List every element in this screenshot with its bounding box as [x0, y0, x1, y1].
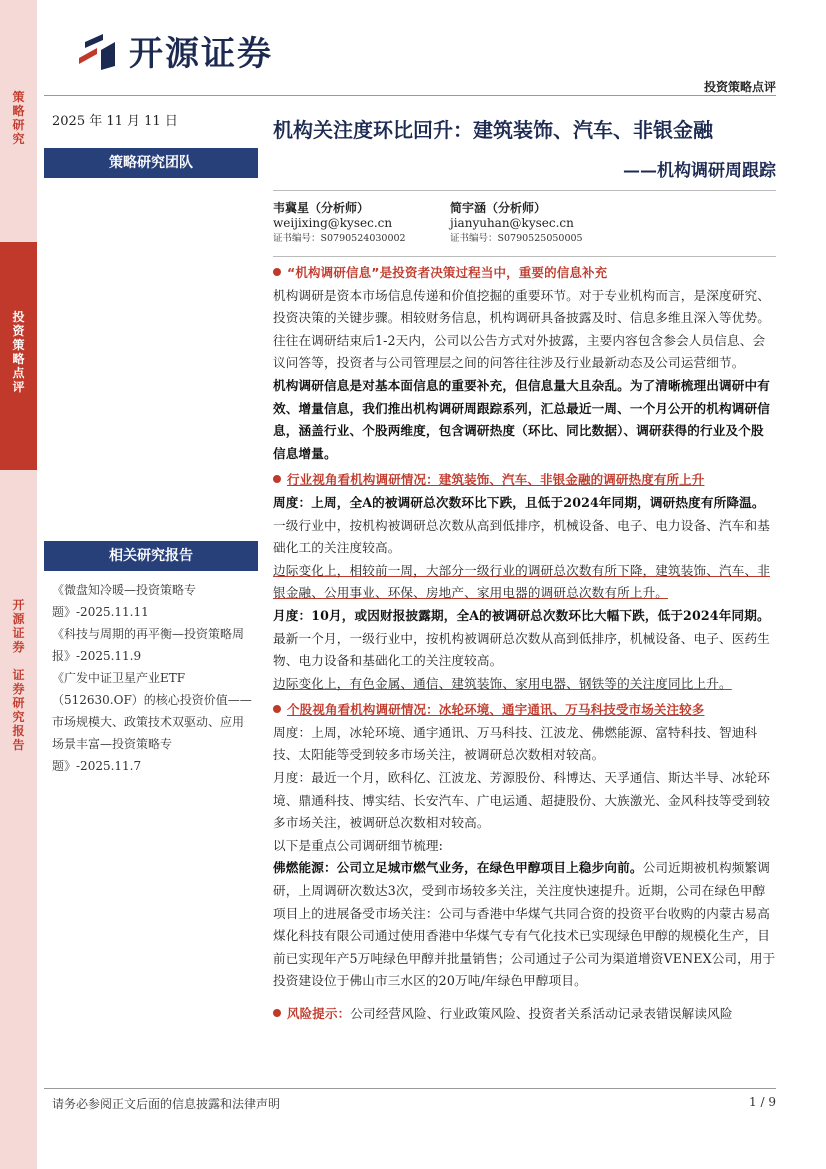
- analyst-1: [273, 201, 406, 246]
- analyst-name: 韦冀星（分析师）: [273, 201, 370, 215]
- sidebar-label-top: 策 略 研 究: [12, 90, 25, 146]
- paragraph: 月度：最近一个月，欧科亿、江波龙、芳源股份、科博达、天孚通信、斯达半导、冰轮环境、鼎通科技、博实结、长安汽车、广电运通、超捷股份、大族激光、金风科技等受到较多市场关注，被调研总次数相对较高。: [273, 770, 771, 831]
- related-reports-label: 相关研究报告: [44, 541, 258, 571]
- paragraph: 机构调研是资本市场信息传递和价值挖掘的重要环节。对于专业机构而言，是深度研究、投资决策的关键步骤。相较财务信息，机构调研具备披露及时、信息多维且深入等优势。往往在调研结束后1-2天内，公司以公告方式对外披露，主要内容包含参会人员信息、会议问答等，投资者与公司管理层之间的问答往往涉及行业最新动态及公司运营细节。: [273, 287, 771, 371]
- disclaimer-note: 请务必参阅正文后面的信息披露和法律声明: [52, 1097, 281, 1111]
- paragraph: 周度：上周，冰轮环境、通宇通讯、万马科技、江波龙、佛燃能源、富特科技、智迪科技、太阳能等受到较多市场关注，被调研总次数相对较高。: [273, 724, 758, 763]
- sidebar: [0, 0, 37, 1169]
- report-date: 2025 年 11 月 11 日: [52, 114, 178, 129]
- paragraph: 佛燃能源：公司立足城市燃气业务，在绿色甲醇项目上稳步向前。公司近期被机构频繁调研，上周调研次数达3次，受到市场较多关注，关注度快速提升。近期，公司在绿色甲醇项目上的进展备受市场关注：公司与香港中华煤气共同合资的投资平台收购的内蒙古易高煤化科技有限公司通过使用香港中华煤气专有气化技术已实现绿色甲醇的规模化生产，目前已实现年产5万吨绿色甲醇并批量销售；公司通过子公司为渠道增资VENEX公司，用于投资建设位于佛山市三水区的20万吨/年绿色甲醇项目。: [273, 860, 776, 989]
- analyst-name: 简宇涵（分析师）: [450, 201, 547, 215]
- header-divider: [44, 95, 776, 96]
- paragraph: 以下是重点公司调研细节梳理:: [273, 837, 444, 853]
- analyst-2: [450, 201, 583, 246]
- related-report-item[interactable]: 《微盘知冷暖—投资策略专题》-2025.11.11: [52, 583, 197, 619]
- title-divider: [273, 190, 776, 191]
- report-subtitle: ——机构调研周跟踪: [623, 161, 776, 181]
- analyst-cert: 证书编号：S0790524030002: [273, 233, 406, 244]
- logo-text: 开源证券: [129, 33, 273, 74]
- page-number: 1 / 9: [749, 1095, 776, 1109]
- report-title: 机构关注度环比回升：建筑装饰、汽车、非银金融: [273, 118, 713, 142]
- paragraph: 边际变化上，有色金属、通信、建筑装饰、家用电器、钢铁等的关注度同比上升。: [273, 675, 732, 691]
- related-reports-list: [52, 579, 252, 777]
- section-heading: 行业视角看机构调研情况：建筑装饰、汽车、非银金融的调研热度有所上升: [273, 469, 776, 492]
- sidebar-label-highlight: 投 资 策 略 点 评: [12, 310, 25, 394]
- analyst-email[interactable]: weijixing@kysec.cn: [273, 216, 393, 230]
- paragraph: 边际变化上，相较前一周，大部分一级行业的调研总次数有所下降，建筑装饰、汽车、非银金融、公用事业、环保、房地产、家用电器的调研总次数有所上升。: [273, 562, 771, 601]
- related-report-item[interactable]: 《科技与周期的再平衡—投资策略周报》-2025.11.9: [52, 627, 245, 663]
- sidebar-label-bottom: 开 源 证 券 证 券 研 究 报 告: [12, 598, 25, 752]
- report-body: [273, 262, 776, 1026]
- section-heading: 个股视角看机构调研情况：冰轮环境、通宇通讯、万马科技受市场关注较多: [273, 699, 776, 722]
- analyst-email[interactable]: jianyuhan@kysec.cn: [450, 216, 574, 230]
- team-label: 策略研究团队: [44, 148, 258, 178]
- analyst-cert: 证书编号：S0790525050005: [450, 233, 583, 244]
- section-heading: “机构调研信息”是投资者决策过程当中，重要的信息补充: [273, 262, 776, 285]
- risk-note: 风险提示：公司经营风险、行业政策风险、投资者关系活动记录表错误解读风险: [273, 1003, 776, 1026]
- related-report-item[interactable]: 《广发中证卫星产业ETF（512630.OF）的核心投资价值——市场规模大、政策技术双驱动、应用场景丰富—投资策略专题》-2025.11.7: [52, 671, 252, 773]
- paragraph-bold: 机构调研信息是对基本面信息的重要补充，但信息量大且杂乱。为了清晰梳理出调研中有效、增量信息，我们推出机构调研周跟踪系列，汇总最近一周、一个月公开的机构调研信息，涵盖行业、个股两维度，包含调研热度（环比、同比数据）、调研获得的行业及个股信息增量。: [273, 377, 771, 461]
- logo-icon: [75, 28, 119, 72]
- doc-type: 投资策略点评: [703, 80, 776, 94]
- footer-divider: [44, 1088, 776, 1089]
- paragraph: 月度：10月，或因财报披露期，全A的被调研总次数环比大幅下跌，低于2024年同期。最新一个月，一级行业中，按机构被调研总次数从高到低排序，机械设备、电子、医药生物、电力设备和基础化工的关注度较高。: [273, 607, 771, 669]
- footer: [52, 1095, 776, 1112]
- paragraph: 周度：上周，全A的被调研总次数环比下跌，且低于2024年同期，调研热度有所降温。一级行业中，按机构被调研总次数从高到低排序，机械设备、电子、电力设备、汽车和基础化工的关注度较高。: [273, 494, 771, 556]
- analyst-divider: [273, 256, 776, 257]
- sidebar-highlight: [0, 242, 37, 470]
- logo: [75, 26, 273, 74]
